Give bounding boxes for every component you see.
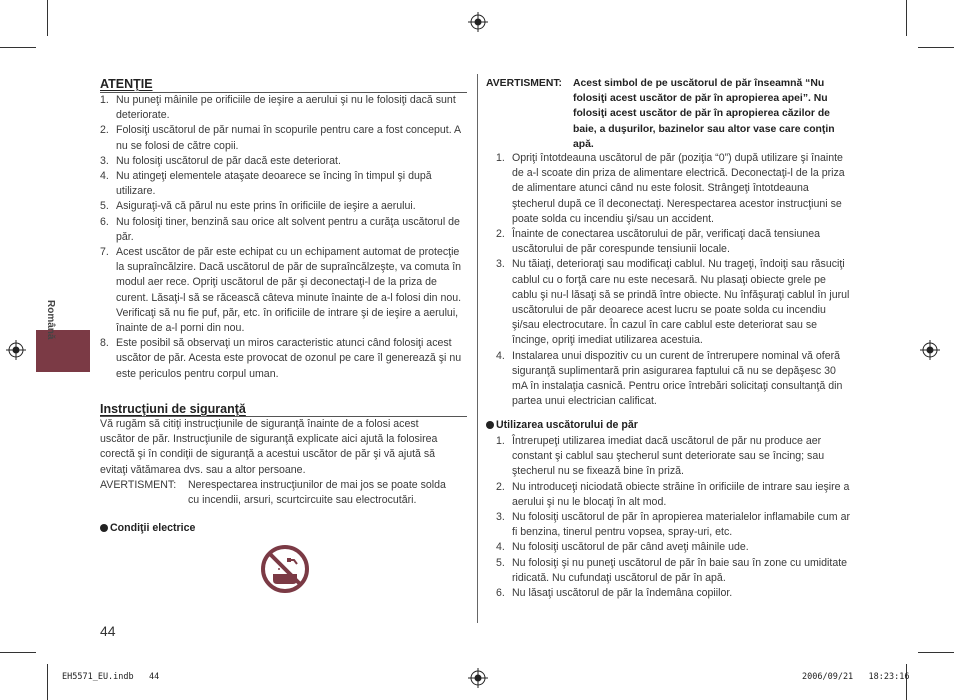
list-item: 2. Nu introduceţi niciodată obiecte străine în orificiile de intrare sau ieşire a aerului şi nu le blocaţi în alt mod. [496,480,850,508]
attention-list [100,93,465,382]
crop-mark [47,664,48,700]
bullet-icon [100,524,108,532]
usage-heading: Utilizarea uscătorului de păr [486,419,638,431]
safety-heading: Instrucţiuni de siguranţă [100,402,246,416]
list-item: 7. Acest uscător de păr este echipat cu un echipament automat de protecţie la supraîncălzire. Dacă uscătorul de păr de supraîncălzeşte, va comuta în modul aer rece. Opriţi uscătorul de păr şi deconectaţi-l de la priza de curent. Lăsaţi-l să se răcească câteva minute înainte de a-l folosi din nou. Verificaţi să nu fie puf, păr, etc. în orificiile de intrare şi de ieşire a aerului, înainte de a-l porni din nou. [100,246,462,335]
registration-mark-icon [920,340,940,360]
warning-label: AVERTISMENT: [100,479,177,491]
list-item: 1. Nu puneţi mâinile pe orificiile de ieşire a aerului şi nu le folosiţi dacă sunt deteriorate. [100,94,456,122]
crop-mark [918,652,954,653]
bullet-icon [486,421,494,429]
list-item: 6. Nu folosiţi tiner, benzină sau orice alt solvent pentru a curăţa uscătorul de păr. [100,215,460,243]
crop-mark [906,664,907,700]
list-item: 4. Nu atingeţi elementele ataşate deoarece se încing în timpul şi după utilizare. [100,170,432,198]
electrical-conditions-heading: Condiţii electrice [100,522,195,534]
registration-mark-icon [468,12,488,32]
list-item: 5. Nu folosiţi şi nu puneţi uscătorul de păr în baie sau în zone cu umiditate ridicată. Nu cufundaţi uscătorul de păr în apă. [496,556,848,584]
attention-heading: ATENŢIE [100,77,153,91]
usage-list [496,434,854,601]
warning-text: Acest simbol de pe uscătorul de păr înseamnă “Nu folosiţi acest uscător de păr în apropierea apei”. Nu folosiţi acest uscător de păr în apropierea căzilor de baie, a duşurilor, bazinelor sau altor vase care conţin apă. [573,78,835,150]
list-item: 8. Este posibil să observaţi un miros caracteristic atunci când folosiţi acest uscător de păr. Acesta este provocat de ozonul pe care îl generează şi nu este periculos pentru corpul uman. [100,337,462,380]
list-item: 3. Nu tăiaţi, deterioraţi sau modificaţi cablul. Nu trageţi, îndoiţi sau răsuciţi cablul cu o forţă care nu este necesară. Nu plasaţi obiecte grele pe cablu şi nu-l lăsaţi să se prindă între obiecte. Nu înfăşuraţi cablul în jurul uscătorului de păr deoarece acest lucru se poate solda cu incendiu şi/sau electrocutare. În cazul în care cablul este deteriorat sau se încinge, opriţi imediat utilizarea acestuia. [496,258,850,347]
footer-file: EH5571_EU.indb 44 [62,672,160,682]
list-item: 1. Întrerupeţi utilizarea imediat dacă uscătorul de păr nu produce aer constant şi cablul sau ştecherul sunt deteriorate sau se încing; sau ştecherul nu se fixează bine în priză. [496,435,825,478]
list-item: 2. Folosiţi uscătorul de păr numai în scopurile pentru care a fost conceput. A nu se folosi de către copii. [100,124,461,152]
no-water-bath-icon [260,544,310,594]
warning-text: Nerespectarea instrucţiunilor de mai jos se poate solda cu incendii, arsuri, scurtcircuite sau electrocutări. [188,479,446,507]
column-divider [477,74,478,623]
list-item: 6. Nu lăsaţi uscătorul de păr la îndemâna copiilor. [496,587,733,600]
crop-mark [918,47,954,48]
page-number: 44 [100,623,116,639]
list-item: 3. Nu folosiţi uscătorul de păr dacă este deteriorat. [100,154,341,167]
list-item: 3. Nu folosiţi uscătorul de păr în apropierea materialelor inflamabile cum ar fi benzina, tinerul pentru vopsea, spray-uri, etc. [496,511,850,539]
list-item: 5. Asiguraţi-vă că părul nu este prins în orificiile de ieşire a aerului. [100,200,416,213]
registration-mark-icon [6,340,26,360]
list-item: 1. Opriţi întotdeauna uscătorul de păr (poziţia “0”) după utilizare şi înainte de a-l scoate din priza de alimentare electrică. Deconectaţi-l de la priza de alimentare atunci când nu este folosit. Strângeţi întotdeauna ştecherul după ce îl deconectaţi. Nerespectarea acestor instrucţiuni se poate solda cu incendiu şi/sau un accident. [496,152,845,225]
electrical-list [496,151,854,409]
list-item: 4. Instalarea unui dispozitiv cu un curent de întrerupere nominal vă oferă siguranţă suplimentară prin asigurarea faptului că nu se depăşesc 30 mA în instalaţia casnică. Pentru orice întrebări solicitaţi consultanţă din partea unui electrician calificat. [496,349,843,408]
crop-mark [47,0,48,36]
crop-mark [906,0,907,36]
warning-label: AVERTISMENT: [486,78,563,89]
crop-mark [0,47,36,48]
list-item: 2. Înainte de conectarea uscătorului de păr, verificaţi dacă tensiunea uscătorului de păr corespunde tensiunii locale. [496,228,821,256]
safety-intro: Vă rugăm să citiţi instrucţiunile de siguranţă înainte de a folosi acest uscător de păr. Instrucţiunile de siguranţă explicate aici ajută la folosirea corectă şi în condiţii de siguranţă a acestui uscător de păr şi vă ajută să evitaţi vătămarea dvs. sau a altor persoane. [100,418,438,476]
footer-date: 2006/09/21 18:23:16 [802,672,910,682]
list-item: 4. Nu folosiţi uscătorul de păr când aveţi mâinile ude. [496,541,749,554]
language-tab-label: Română [45,300,56,340]
registration-mark-icon [468,668,488,688]
crop-mark [0,652,36,653]
